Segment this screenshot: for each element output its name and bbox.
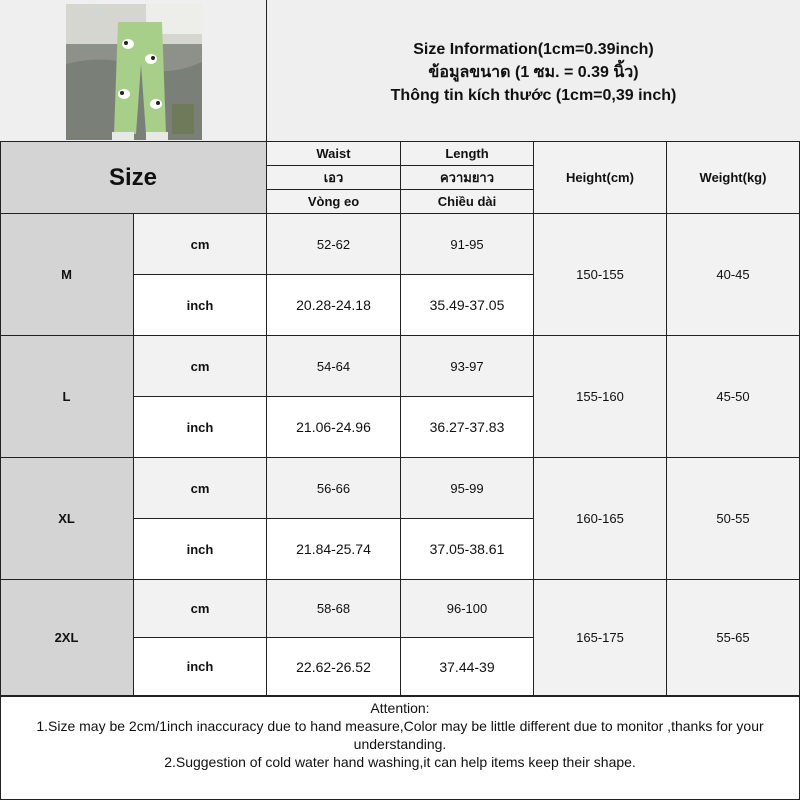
weight-header: Weight(kg)	[667, 142, 800, 214]
attention-title: Attention:	[370, 700, 430, 716]
header-line-en: Size Information(1cm=0.39inch)	[413, 41, 654, 58]
weight-m: 40-45	[667, 214, 800, 336]
attention-box	[0, 696, 800, 800]
length-inch-xl: 37.05-38.61	[401, 519, 534, 580]
waist-inch-m: 20.28-24.18	[267, 275, 401, 336]
waist-cm-m: 52-62	[267, 214, 401, 275]
waist-inch-xl: 21.84-25.74	[267, 519, 401, 580]
header-line-vi: Thông tin kích thước (1cm=0,39 inch)	[390, 87, 677, 104]
unit-cm: cm	[134, 458, 267, 519]
waist-cm-xl: 56-66	[267, 458, 401, 519]
length-header-vi: Chiều dài	[401, 190, 534, 214]
unit-inch: inch	[134, 397, 267, 458]
height-header: Height(cm)	[534, 142, 667, 214]
unit-inch: inch	[134, 638, 267, 696]
size-label-xl: XL	[0, 458, 134, 580]
size-label-l: L	[0, 336, 134, 458]
height-l: 155-160	[534, 336, 667, 458]
waist-cm-l: 54-64	[267, 336, 401, 397]
table-left-border	[0, 142, 1, 696]
attention-line-1b: understanding.	[353, 736, 447, 752]
length-cm-l: 93-97	[401, 336, 534, 397]
weight-l: 45-50	[667, 336, 800, 458]
photo-panel	[0, 0, 267, 142]
header-line-th: ข้อมูลขนาด (1 ซม. = 0.39 นิ้ว)	[428, 64, 639, 81]
waist-cm-2xl: 58-68	[267, 580, 401, 638]
height-m: 150-155	[534, 214, 667, 336]
product-photo	[66, 4, 202, 140]
unit-inch: inch	[134, 275, 267, 336]
size-label-2xl: 2XL	[0, 580, 134, 696]
weight-2xl: 55-65	[667, 580, 800, 696]
pants-photo-icon	[66, 4, 202, 140]
unit-cm: cm	[134, 336, 267, 397]
watermark-text: ZHU	[86, 6, 105, 16]
length-cm-m: 91-95	[401, 214, 534, 275]
waist-header-en: Waist	[267, 142, 401, 166]
size-header: Size	[0, 142, 267, 214]
length-cm-xl: 95-99	[401, 458, 534, 519]
unit-cm: cm	[134, 214, 267, 275]
length-header-en: Length	[401, 142, 534, 166]
length-inch-l: 36.27-37.83	[401, 397, 534, 458]
attention-line-1: 1.Size may be 2cm/1inch inaccuracy due to hand measure,Color may be little different due to monitor ,thanks for your	[36, 718, 764, 734]
size-label-m: M	[0, 214, 134, 336]
attention-line-2: 2.Suggestion of cold water hand washing,it can help items keep their shape.	[164, 754, 636, 770]
size-info-header	[267, 0, 800, 142]
waist-header-th: เอว	[267, 166, 401, 190]
length-inch-m: 35.49-37.05	[401, 275, 534, 336]
waist-header-vi: Vòng eo	[267, 190, 401, 214]
unit-inch: inch	[134, 519, 267, 580]
weight-xl: 50-55	[667, 458, 800, 580]
waist-inch-2xl: 22.62-26.52	[267, 638, 401, 696]
height-xl: 160-165	[534, 458, 667, 580]
height-2xl: 165-175	[534, 580, 667, 696]
length-inch-2xl: 37.44-39	[401, 638, 534, 696]
waist-inch-l: 21.06-24.96	[267, 397, 401, 458]
length-cm-2xl: 96-100	[401, 580, 534, 638]
length-header-th: ความยาว	[401, 166, 534, 190]
unit-cm: cm	[134, 580, 267, 638]
